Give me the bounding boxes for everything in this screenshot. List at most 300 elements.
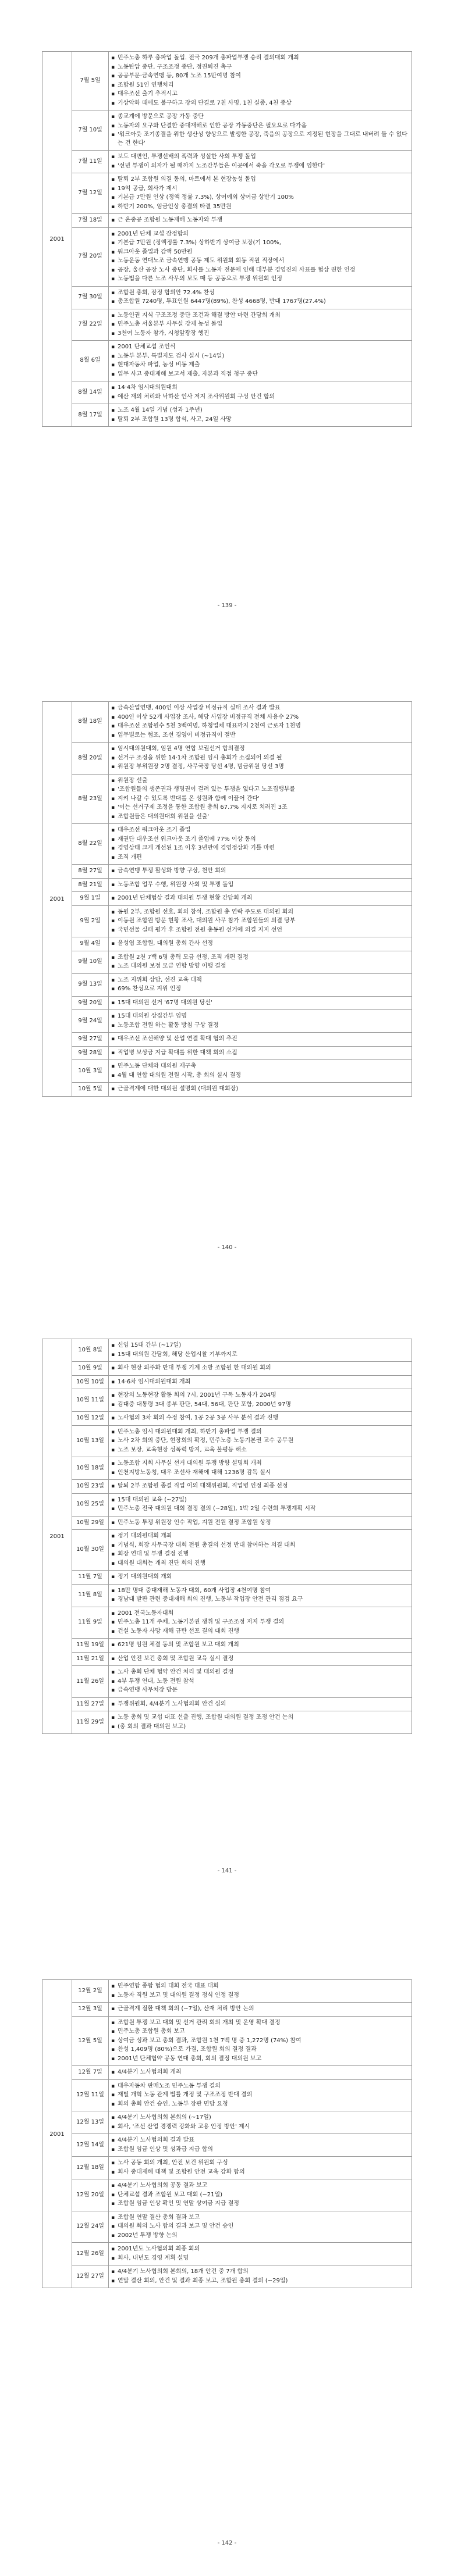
event-item: ▪ 15대 대의원 상집간부 임명	[111, 1012, 408, 1021]
date-cell: 9월 2일	[72, 905, 109, 937]
chronology-row	[42, 1652, 412, 1666]
event-item: ▪ 4/4분기 노사협의회 본회의 (~17일)	[111, 2114, 408, 2122]
event-cell	[109, 1480, 412, 1494]
chronology-row	[42, 1697, 412, 1711]
event-list	[111, 867, 408, 876]
date-cell: 12월 7일	[72, 2066, 109, 2080]
event-item: ▪ 공공부문·금속연맹 등, 80개 노조 15만여명 참여	[111, 72, 408, 81]
event-item: ▪ 노조 대의원 보정 모금 연합 방향 이행 결정	[111, 962, 408, 971]
date-cell: 8월 18일	[72, 702, 109, 743]
event-cell	[109, 2134, 412, 2157]
year-cell: 2001	[42, 1980, 72, 2288]
event-item: ▪ 연말 결산 회의, 안건 및 결과 최종 보고, 조합원 총회 결의 (~29일)	[111, 2277, 408, 2286]
event-cell	[109, 1457, 412, 1480]
event-list	[111, 384, 408, 401]
event-item: ▪ 69% 찬성으로 지위 인정	[111, 985, 408, 994]
event-cell	[109, 1711, 412, 1734]
event-cell	[109, 892, 412, 906]
date-cell: 10월 29일	[72, 1516, 109, 1530]
chronology-row	[42, 286, 412, 309]
chronology-row	[42, 702, 412, 743]
event-list	[111, 2159, 408, 2177]
chronology-row	[42, 1666, 412, 1698]
event-cell	[109, 1033, 412, 1047]
event-item: ▪ 2001년 단체협약 공동 연대 총회, 회의 결정 대의원 보고	[111, 2055, 408, 2064]
event-list	[111, 230, 408, 284]
event-item: ▪ 금속연맹 사무처장 방문	[111, 1686, 408, 1695]
event-cell	[109, 1516, 412, 1530]
chronology-row	[42, 2079, 412, 2111]
date-cell: 10월 5일	[72, 1083, 109, 1097]
event-cell	[109, 1980, 412, 2003]
chronology-row	[42, 1584, 412, 1607]
event-cell	[109, 1010, 412, 1033]
chronology-row	[42, 404, 412, 427]
event-item: ▪ 금속산업연맹, 400인 이상 사업장 비정규직 실태 조사 결과 발표	[111, 704, 408, 713]
event-item: ▪ 기상악화 때에도 불구하고 장외 단결로 7천 사명, 1천 실종, 4천 중상	[111, 99, 408, 108]
event-cell	[109, 951, 412, 973]
event-item: ▪ 노동조합 업무 수행, 위원장 사회 및 투쟁 돌입	[111, 881, 408, 890]
event-list	[111, 1364, 408, 1373]
date-cell: 12월 11일	[72, 2079, 109, 2111]
event-list	[111, 176, 408, 211]
event-list	[111, 153, 408, 170]
event-item: ▪ 조합원 2천 7백 6명 총력 모금 선정, 조직 개편 결정	[111, 954, 408, 962]
event-cell	[109, 1046, 412, 1060]
event-list	[111, 881, 408, 890]
chronology-row	[42, 1607, 412, 1639]
event-list	[111, 704, 408, 740]
event-item: ▪ 회사 현장 외주화 반대 투쟁 기계 소방 조합원 한 대의원 회의	[111, 1364, 408, 1373]
chronology-row	[42, 381, 412, 404]
date-cell: 7월 20일	[72, 227, 109, 286]
chronology-row	[42, 2111, 412, 2134]
event-list	[111, 826, 408, 862]
chronology-row	[42, 1339, 412, 1362]
year-cell: 2001	[42, 1339, 72, 1734]
event-item: ▪ 2001년도 노사협의회 최종 회의	[111, 2245, 408, 2254]
date-cell: 11월 9일	[72, 1607, 109, 1639]
event-item: ▪ 워크아웃 졸업과 감액 50만원	[111, 248, 408, 257]
event-item: ▪ 투쟁위원회, 4/4분기 노사협의회 안건 심의	[111, 1700, 408, 1709]
date-cell: 11월 21일	[72, 1652, 109, 1666]
event-list	[111, 1573, 408, 1582]
event-item: ▪ 근골격계에 대한 대의원 설명회 (대의원 대회장)	[111, 1085, 408, 1094]
event-item: ▪ 노사 공동 회의 개최, 안전 보건 위원회 구성	[111, 2159, 408, 2168]
event-list	[111, 2182, 408, 2208]
chronology-row	[42, 824, 412, 865]
event-item: ▪ 김대중 대통령 3대 종부 판단, 54대, 56대, 판단 포함, 2000년 97명	[111, 1401, 408, 1410]
event-item: ▪ 민주노총 임시 대의원대회 개최, 하반기 총파업 투쟁 결의	[111, 1428, 408, 1437]
event-list	[111, 745, 408, 772]
date-cell: 7월 10일	[72, 110, 109, 151]
date-cell: 10월 18일	[72, 1457, 109, 1480]
event-item: ▪ 정기 대의원대회 개최	[111, 1532, 408, 1541]
event-item: ▪ 민주노총 서울본부 사무실 강제 농성 돌입	[111, 320, 408, 329]
event-item: ▪ 4/4분기 노사협의회 개최	[111, 2068, 408, 2077]
date-cell: 12월 20일	[72, 2179, 109, 2211]
event-item: ▪ 2001년 단체 교섭 잠정합의	[111, 230, 408, 239]
date-cell: 8월 14일	[72, 381, 109, 404]
event-item: ▪ 15대 대의원 선거 '67명 대의원 당선'	[111, 999, 408, 1008]
chronology-row	[42, 1516, 412, 1530]
page-141	[42, 1339, 412, 1734]
event-item: ▪ 건설 노동자 사망 재해 규탄 선포 결의 대회 진행	[111, 1628, 408, 1636]
event-cell	[109, 1697, 412, 1711]
event-list	[111, 954, 408, 971]
date-cell: 7월 22일	[72, 309, 109, 341]
event-cell	[109, 404, 412, 427]
event-item: ▪ 2001년 단체협상 결과 대의원 투쟁 현황 간담회 개최	[111, 894, 408, 903]
event-list	[111, 777, 408, 822]
event-item: ▪ 4/4분기 노사협의회 결과 발표	[111, 2136, 408, 2145]
event-item: ▪ 현장의 노동현장 활동 회의 7시, 2001년 구독 노동자가 204명	[111, 1392, 408, 1400]
date-cell: 11월 7일	[72, 1571, 109, 1585]
chronology-row	[42, 2179, 412, 2211]
event-list	[111, 216, 408, 225]
event-item: ▪ 탈퇴 2부 조합원 종결 직업 이의 대책위원회, 직업병 인정 최종 선정	[111, 1482, 408, 1491]
event-item: ▪ 재권단 대우조선 워크아웃 조기 졸업에 77% 이상 동의	[111, 836, 408, 844]
year-cell: 2001	[42, 702, 72, 1097]
event-list	[111, 1668, 408, 1695]
event-item: ▪ 노조 4월 14일 기념 (성과 1주년)	[111, 406, 408, 415]
event-list	[111, 113, 408, 148]
event-cell	[109, 1607, 412, 1639]
event-list	[111, 54, 408, 108]
event-item: ▪ 14·6차 임시대의원대회 개최	[111, 1378, 408, 1387]
event-cell	[109, 1652, 412, 1666]
event-cell	[109, 1493, 412, 1516]
chronology-row	[42, 2134, 412, 2157]
event-list	[111, 289, 408, 306]
event-cell	[109, 2265, 412, 2288]
chronology-row	[42, 1711, 412, 1734]
chronology-row	[42, 1980, 412, 2003]
event-item: ▪ 회의 총회 안건 승인, 노동부 장관 면담 요청	[111, 2100, 408, 2109]
event-cell	[109, 743, 412, 775]
event-item: ▪ 노동 총회 및 교섭 대표 선출 진행, 조합원 대의원 결정 조정 안건 논의	[111, 1714, 408, 1722]
event-item: ▪ 인천지방노동청, 대우 조선사 재해에 대해 1236명 감독 실시	[111, 1469, 408, 1478]
chronology-row	[42, 878, 412, 892]
event-item: ▪ 근 온중공 조합원 노동재해 노동자와 투쟁	[111, 216, 408, 225]
date-cell: 7월 11일	[72, 151, 109, 173]
event-list	[111, 1700, 408, 1709]
year-cell: 2001	[42, 52, 72, 427]
event-cell	[109, 1083, 412, 1097]
date-cell: 8월 20일	[72, 743, 109, 775]
page-number: - 139 -	[217, 602, 237, 609]
event-list	[111, 1049, 408, 1058]
event-item: ▪ 대우조선 조합원수 5천 3백여명, 하청업체 대표까지 2천여 근로자 1천명	[111, 722, 408, 731]
event-item: ▪ 윤성엽 조합원, 대의원 총회 간사 선정	[111, 940, 408, 948]
event-cell	[109, 1584, 412, 1607]
event-item: ▪ 상여금 성과 보고 총회 결과, 조합원 1천 7백 명 중 1,272명 (74%) 참여	[111, 2037, 408, 2046]
date-cell: 7월 12일	[72, 173, 109, 214]
event-list	[111, 2245, 408, 2263]
event-cell	[109, 878, 412, 892]
event-list	[111, 1587, 408, 1604]
event-item: ▪ 현대자동차 파업, 농성 비동 제출	[111, 361, 408, 370]
event-cell	[109, 1389, 412, 1412]
event-item: ▪ 탈퇴 2부 조합원 의결 동의, 마트에서 본 현장농성 돌입	[111, 176, 408, 184]
chronology-row	[42, 1375, 412, 1389]
event-cell	[109, 1060, 412, 1083]
event-cell	[109, 173, 412, 214]
event-item: ▪ 2001 단체교섭 조인식	[111, 343, 408, 352]
event-item: ▪ 대우자동차 판매노조 민주노동 투쟁 결의	[111, 2082, 408, 2091]
event-list	[111, 1012, 408, 1030]
event-item: ▪ 직업병 보상금 지급 확대를 위한 대책 회의 소집	[111, 1049, 408, 1058]
event-item: ▪ 이동원 조합원 방문 현황 조사, 대의원 사무 참가 조합원들의 의결 당부	[111, 917, 408, 926]
event-item: ▪ 4/4분기 노사협의회 공동 결과 보고	[111, 2182, 408, 2190]
chronology-row	[42, 1083, 412, 1097]
event-item: ▪ 민주노총 조합원 총회 보고	[111, 2028, 408, 2036]
event-list	[111, 908, 408, 935]
chronology-row	[42, 2243, 412, 2265]
chronology-row	[42, 892, 412, 906]
event-item: ▪ 노조 지위회 상담, 선진 교육 대책	[111, 976, 408, 985]
event-item: ▪ 2002년 투쟁 방향 논의	[111, 2232, 408, 2240]
event-list	[111, 999, 408, 1008]
event-list	[111, 1496, 408, 1514]
event-item: ▪ 노사 2차 회의 중단, 현장회의 확정, 민주노총 노동기본권 교수 공무원	[111, 1437, 408, 1446]
event-item: ▪ '선년 투쟁이 의자가 될 때까지 노조간부들은 이곳에서 죽을 각오로 투쟁에 임한다'	[111, 162, 408, 171]
event-item: ▪ 대우조선 워크아웃 조기 졸업	[111, 826, 408, 835]
event-item: ▪ 조합원 연말 결산 총회 결과 보고	[111, 2214, 408, 2222]
event-item: ▪ 기념식, 회장 사무국장 대회 전원 총결의 선정 반대 참여하는 의결 대회	[111, 1542, 408, 1550]
chronology-row	[42, 1493, 412, 1516]
chronology-row	[42, 1480, 412, 1494]
event-list	[111, 312, 408, 338]
event-list	[111, 1341, 408, 1359]
date-cell: 10월 13일	[72, 1425, 109, 1457]
date-cell: 7월 5일	[72, 52, 109, 110]
event-item: ▪ 위원장 선출	[111, 777, 408, 786]
date-cell: 12월 14일	[72, 2134, 109, 2157]
event-item: ▪ 노동인권 지식 구조조정 중단 조건과 해결 방안 마련 간담회 개최	[111, 312, 408, 320]
date-cell: 12월 26일	[72, 2243, 109, 2265]
event-cell	[109, 286, 412, 309]
event-cell	[109, 2157, 412, 2179]
event-item: ▪ 민주노동 투쟁 위원장 인수 작업, 지원 전원 결정 조합원 상정	[111, 1519, 408, 1528]
event-item: ▪ 총조합원 7240명, 투표인원 6447명(89%), 찬성 4668명, 반대 1767명(27.4%)	[111, 298, 408, 306]
event-cell	[109, 2016, 412, 2066]
event-list	[111, 1392, 408, 1409]
event-list	[111, 1378, 408, 1387]
event-item: ▪ 산업 안전 보건 총회 및 조합원 교육 실시 결정	[111, 1655, 408, 1664]
date-cell: 12월 3일	[72, 2003, 109, 2017]
date-cell: 9월 27일	[72, 1033, 109, 1047]
event-cell	[109, 2003, 412, 2017]
event-cell	[109, 341, 412, 381]
event-item: ▪ 노동조합 지회 사무실 선거 대의원 투쟁 방향 설명회 개최	[111, 1460, 408, 1468]
event-cell	[109, 2211, 412, 2243]
chronology-row	[42, 2066, 412, 2080]
chronology-row	[42, 2003, 412, 2017]
date-cell: 12월 2일	[72, 1980, 109, 2003]
page-139	[42, 51, 412, 427]
event-cell	[109, 774, 412, 824]
event-item: ▪ 노동자 직원 보고 및 대의원 결정 정식 인정 결정	[111, 1992, 408, 2000]
event-list	[111, 1460, 408, 1477]
event-item: ▪ 민주노총 전국 대의원 대회 결정 결의 (~28일), 1박 2일 수련회 투쟁계획 시작	[111, 1505, 408, 1514]
event-item: ▪ 대의원 회의 노사 합의 결과 보고 및 안건 승인	[111, 2222, 408, 2231]
event-cell	[109, 973, 412, 996]
event-item: ▪ 회장 연대 및 투쟁 결정 진행	[111, 1550, 408, 1559]
date-cell: 12월 5일	[72, 2016, 109, 2066]
event-cell	[109, 1339, 412, 1362]
chronology-row	[42, 1457, 412, 1480]
event-item: ▪ '워크아웃 조기종결을 위한 생산성 향상으로 발생한 공장, 죽음의 공장으로 지정된 현장을 그대로 내버려 둘 수 없다는 건 한다'	[111, 131, 408, 148]
event-item: ▪ 국민선물 실패 평가 후 조합원 전원 총동원 선거에 의결 지지 선언	[111, 926, 408, 935]
event-cell	[109, 2179, 412, 2211]
date-cell: 7월 18일	[72, 214, 109, 228]
chronology-body	[42, 702, 412, 1097]
date-cell: 10월 3일	[72, 1060, 109, 1083]
event-cell	[109, 1571, 412, 1585]
event-item: ▪ 노동운동 연대노조 금속연맹 공동 제도 위원회 회동 직원 직장에서	[111, 257, 408, 266]
event-item: ▪ 금속연맹 투쟁 활성화 방향 구상, 천안 회의	[111, 867, 408, 876]
chronology-row	[42, 743, 412, 775]
chronology-row	[42, 1389, 412, 1412]
chronology-row	[42, 1639, 412, 1653]
event-list	[111, 2214, 408, 2240]
event-item: ▪ 업무별로는 협조, 조선 경영이 비정규직이 절반	[111, 732, 408, 740]
event-cell	[109, 824, 412, 865]
chronology-row	[42, 1010, 412, 1033]
chronology-row	[42, 774, 412, 824]
date-cell: 12월 27일	[72, 2265, 109, 2288]
chronology-body	[42, 1980, 412, 2288]
date-cell: 11월 27일	[72, 1697, 109, 1711]
event-cell	[109, 702, 412, 743]
event-cell	[109, 1412, 412, 1426]
event-cell	[109, 214, 412, 228]
chronology-row	[42, 905, 412, 937]
event-item: ▪ 보도 대변인, 투쟁선배의 폭력과 성실한 사회 투쟁 돌입	[111, 153, 408, 162]
event-item: ▪ 노동탄압 중단, 구조조정 중단, 정권퇴진 촉구	[111, 63, 408, 72]
event-list	[111, 894, 408, 903]
event-item: ▪ 14·4차 임시대의원대회	[111, 384, 408, 393]
event-cell	[109, 52, 412, 110]
event-item: ▪ 조합원 총회, 잠정 합의안 72.4% 찬성	[111, 289, 408, 298]
event-list	[111, 1482, 408, 1491]
chronology-row	[42, 2265, 412, 2288]
event-item: ▪ 회사, 내년도 경영 계획 설명	[111, 2254, 408, 2263]
event-list	[111, 2114, 408, 2131]
date-cell: 12월 18일	[72, 2157, 109, 2179]
event-item: ▪ 민주노총 하루 총파업 돌입. 전국 209개 총파업투쟁 승리 결의대회 개최	[111, 54, 408, 63]
event-item: ▪ 근골격계 질환 대책 회의 (~7일), 산재 처리 방안 논의	[111, 2005, 408, 2014]
chronology-row	[42, 951, 412, 973]
event-item: ▪ 정기 대의원대회 개회	[111, 1573, 408, 1582]
event-item: ▪ (총 회의 결과 대의원 보고)	[111, 1723, 408, 1732]
event-cell	[109, 996, 412, 1010]
event-cell	[109, 2111, 412, 2134]
event-item: ▪ 노사협의 3차 회의 수정 참여, 1공 2공 3공 사무 분석 결과 진행	[111, 1414, 408, 1423]
event-item: ▪ 회사 중대재해 대책 및 조합원 안전 교육 강화 합의	[111, 2168, 408, 2177]
event-item: ▪ 조합원 임금 인상 및 성과급 지급 합의	[111, 2146, 408, 2154]
chronology-row	[42, 214, 412, 228]
chronology-row	[42, 2157, 412, 2179]
chronology-row	[42, 151, 412, 173]
event-list	[111, 2136, 408, 2154]
event-list	[111, 1641, 408, 1650]
date-cell: 10월 12일	[72, 1412, 109, 1426]
date-cell: 10월 10일	[72, 1375, 109, 1389]
event-item: ▪ 재벌 개혁 노동 관계 법률 개정 및 구조조정 반대 결의	[111, 2091, 408, 2100]
date-cell: 10월 9일	[72, 1362, 109, 1376]
event-item: ▪ '이는 선거구제 조정을 통한 조합원 총회 67.7% 지지로 치러진 3조	[111, 804, 408, 812]
chronology-table	[42, 701, 412, 1097]
event-item: ▪ 15대 대의원 간담회, 해당 산업시찰 기부까지로	[111, 1351, 408, 1360]
event-item: ▪ 업무 사고 중대재해 보고서 제출, 자본과 직접 청구 중단	[111, 370, 408, 379]
chronology-row	[42, 1425, 412, 1457]
event-item: ▪ 조합원 투쟁 보고 대회 및 선거 관리 회의 개최 및 운영 확대 결정	[111, 2019, 408, 2028]
event-cell	[109, 937, 412, 951]
event-item: ▪ 조합원 임금 인상 확인 및 연말 상여금 지급 결정	[111, 2200, 408, 2208]
event-cell	[109, 2243, 412, 2265]
date-cell: 8월 27일	[72, 865, 109, 879]
date-cell: 11월 29일	[72, 1711, 109, 1734]
event-cell	[109, 865, 412, 879]
chronology-row	[42, 52, 412, 110]
date-cell: 9월 4일	[72, 937, 109, 951]
event-item: ▪ 노조 보장, 교육현장 성폭력 방지, 교육 불평등 해소	[111, 1446, 408, 1455]
event-list	[111, 1655, 408, 1664]
event-cell	[109, 1425, 412, 1457]
event-list	[111, 1428, 408, 1455]
event-item: ▪ 민주노동 단체와 대의원 재구축	[111, 1062, 408, 1071]
event-item: ▪ 예산 재의 처리와 낙하산 인사 저지 조사위원회 구성 안건 합의	[111, 393, 408, 402]
event-item: ▪ 조합원들은 대의원대회 위원을 선출'	[111, 813, 408, 822]
chronology-row	[42, 173, 412, 214]
event-list	[111, 2005, 408, 2014]
chronology-row	[42, 110, 412, 151]
event-item: ▪ 회사, '조선 산업 경쟁력 강화와 고용 안정 방안' 제시	[111, 2123, 408, 2132]
event-item: ▪ 선거구 조정을 위한 14·1차 조합원 임시 총회가 소집되어 의결 될	[111, 754, 408, 763]
event-list	[111, 1610, 408, 1636]
chronology-row	[42, 1412, 412, 1426]
page-142	[42, 1979, 412, 2288]
event-item: ▪ 노동자의 요구와 단결한 중대재해로 인한 공장 가동중단은 필요으로 다가옴	[111, 122, 408, 131]
chronology-row	[42, 973, 412, 996]
date-cell: 8월 21일	[72, 878, 109, 892]
chronology-row	[42, 1046, 412, 1060]
event-item: ▪ 대우조선 출기 추적시고	[111, 90, 408, 99]
event-item: ▪ 621명 임원 체결 동의 및 조합원 보고 대회 개최	[111, 1641, 408, 1650]
chronology-row	[42, 309, 412, 341]
event-cell	[109, 1666, 412, 1698]
chronology-row	[42, 1571, 412, 1585]
chronology-row	[42, 1530, 412, 1571]
event-item: ▪ 400인 이상 52개 사업장 조사, 해당 사업장 비정규직 전체 사용수 27%	[111, 713, 408, 722]
event-cell	[109, 151, 412, 173]
event-list	[111, 1035, 408, 1044]
event-item: ▪ 4/4분기 노사협의회 본회의, 18개 안건 중 7개 합의	[111, 2268, 408, 2277]
date-cell: 12월 24일	[72, 2211, 109, 2243]
event-item: ▪ 19억 공급, 회사가 제시	[111, 185, 408, 194]
event-cell	[109, 2079, 412, 2111]
chronology-row	[42, 996, 412, 1010]
chronology-body	[42, 52, 412, 427]
chronology-row	[42, 1060, 412, 1083]
event-cell	[109, 110, 412, 151]
page-140	[42, 701, 412, 1097]
event-cell	[109, 2066, 412, 2080]
event-item: ▪ 경영상태 크게 개선된 1조 이후 3년만에 경영정상화 기틀 마련	[111, 844, 408, 853]
event-item: ▪ 하반기 200%, 임금인상 총결의 타결 35만원	[111, 203, 408, 212]
